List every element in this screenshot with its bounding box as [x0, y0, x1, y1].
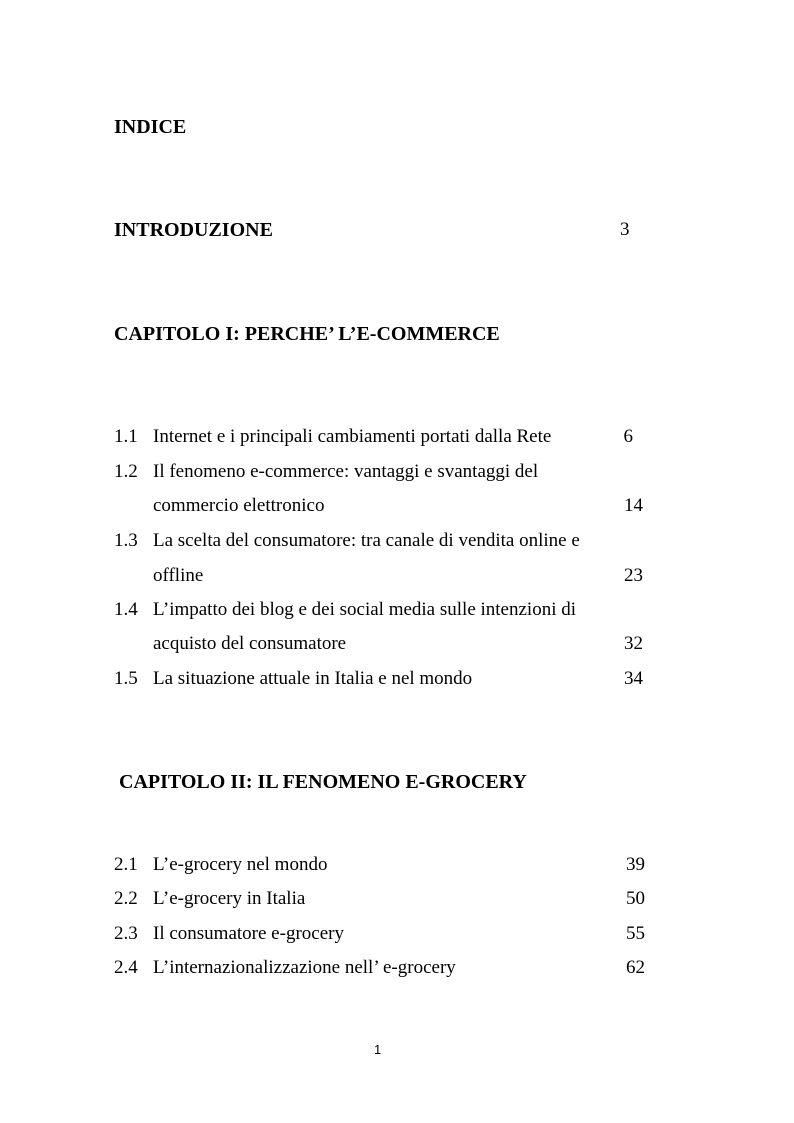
toc-entry-number: 1.4: [114, 599, 138, 620]
toc-entry-page: 50: [626, 888, 645, 909]
toc-entry-text: acquisto del consumatore: [153, 633, 347, 654]
chapter1-title: CAPITOLO I: PERCHE’ L’E-COMMERCE: [114, 323, 500, 345]
toc-entry-text: Internet e i principali cambiamenti portati dalla Rete: [153, 426, 552, 447]
chapter2-title: CAPITOLO II: IL FENOMENO E-GROCERY: [119, 771, 527, 793]
toc-entry-text: L’internazionalizzazione nell’ e-grocery: [153, 957, 456, 978]
toc-entry-text: commercio elettronico: [153, 495, 325, 516]
toc-entry-page: 34: [624, 668, 643, 689]
toc-entry-number: 1.3: [114, 530, 138, 551]
toc-entry-page: 62: [626, 957, 645, 978]
toc-entry-number: 2.4: [114, 957, 138, 978]
page-number: 1: [374, 1042, 382, 1057]
toc-entry-number: 2.3: [114, 923, 138, 944]
toc-entry-page: 32: [624, 633, 643, 654]
toc-entry-page: 6: [623, 426, 633, 447]
toc-entry-text: L’e-grocery in Italia: [153, 888, 306, 909]
toc-entry-text: La situazione attuale in Italia e nel mondo: [153, 668, 473, 689]
toc-entry-number: 2.1: [114, 854, 138, 875]
toc-entry-text: Il fenomeno e-commerce: vantaggi e svantaggi del: [153, 461, 539, 482]
toc-entry-page: 39: [626, 854, 645, 875]
toc-entry-page: 23: [624, 565, 643, 586]
intro-page: 3: [620, 219, 630, 240]
toc-entry-number: 2.2: [114, 888, 138, 909]
toc-entry-number: 1.2: [114, 461, 138, 482]
toc-entry-number: 1.1: [114, 426, 138, 447]
toc-entry-text: offline: [153, 565, 204, 586]
toc-entry-text: Il consumatore e-grocery: [153, 923, 344, 944]
toc-entry-number: 1.5: [114, 668, 138, 689]
toc-entry-text: La scelta del consumatore: tra canale di vendita online e: [153, 530, 580, 551]
toc-entry-text: L’impatto dei blog e dei social media sulle intenzioni di: [153, 599, 577, 620]
toc-entry-page: 55: [626, 923, 645, 944]
toc-entry-text: L’e-grocery nel mondo: [153, 854, 328, 875]
intro-label: INTRODUZIONE: [114, 219, 273, 241]
index-title: INDICE: [114, 116, 187, 138]
toc-entry-page: 14: [624, 495, 643, 516]
